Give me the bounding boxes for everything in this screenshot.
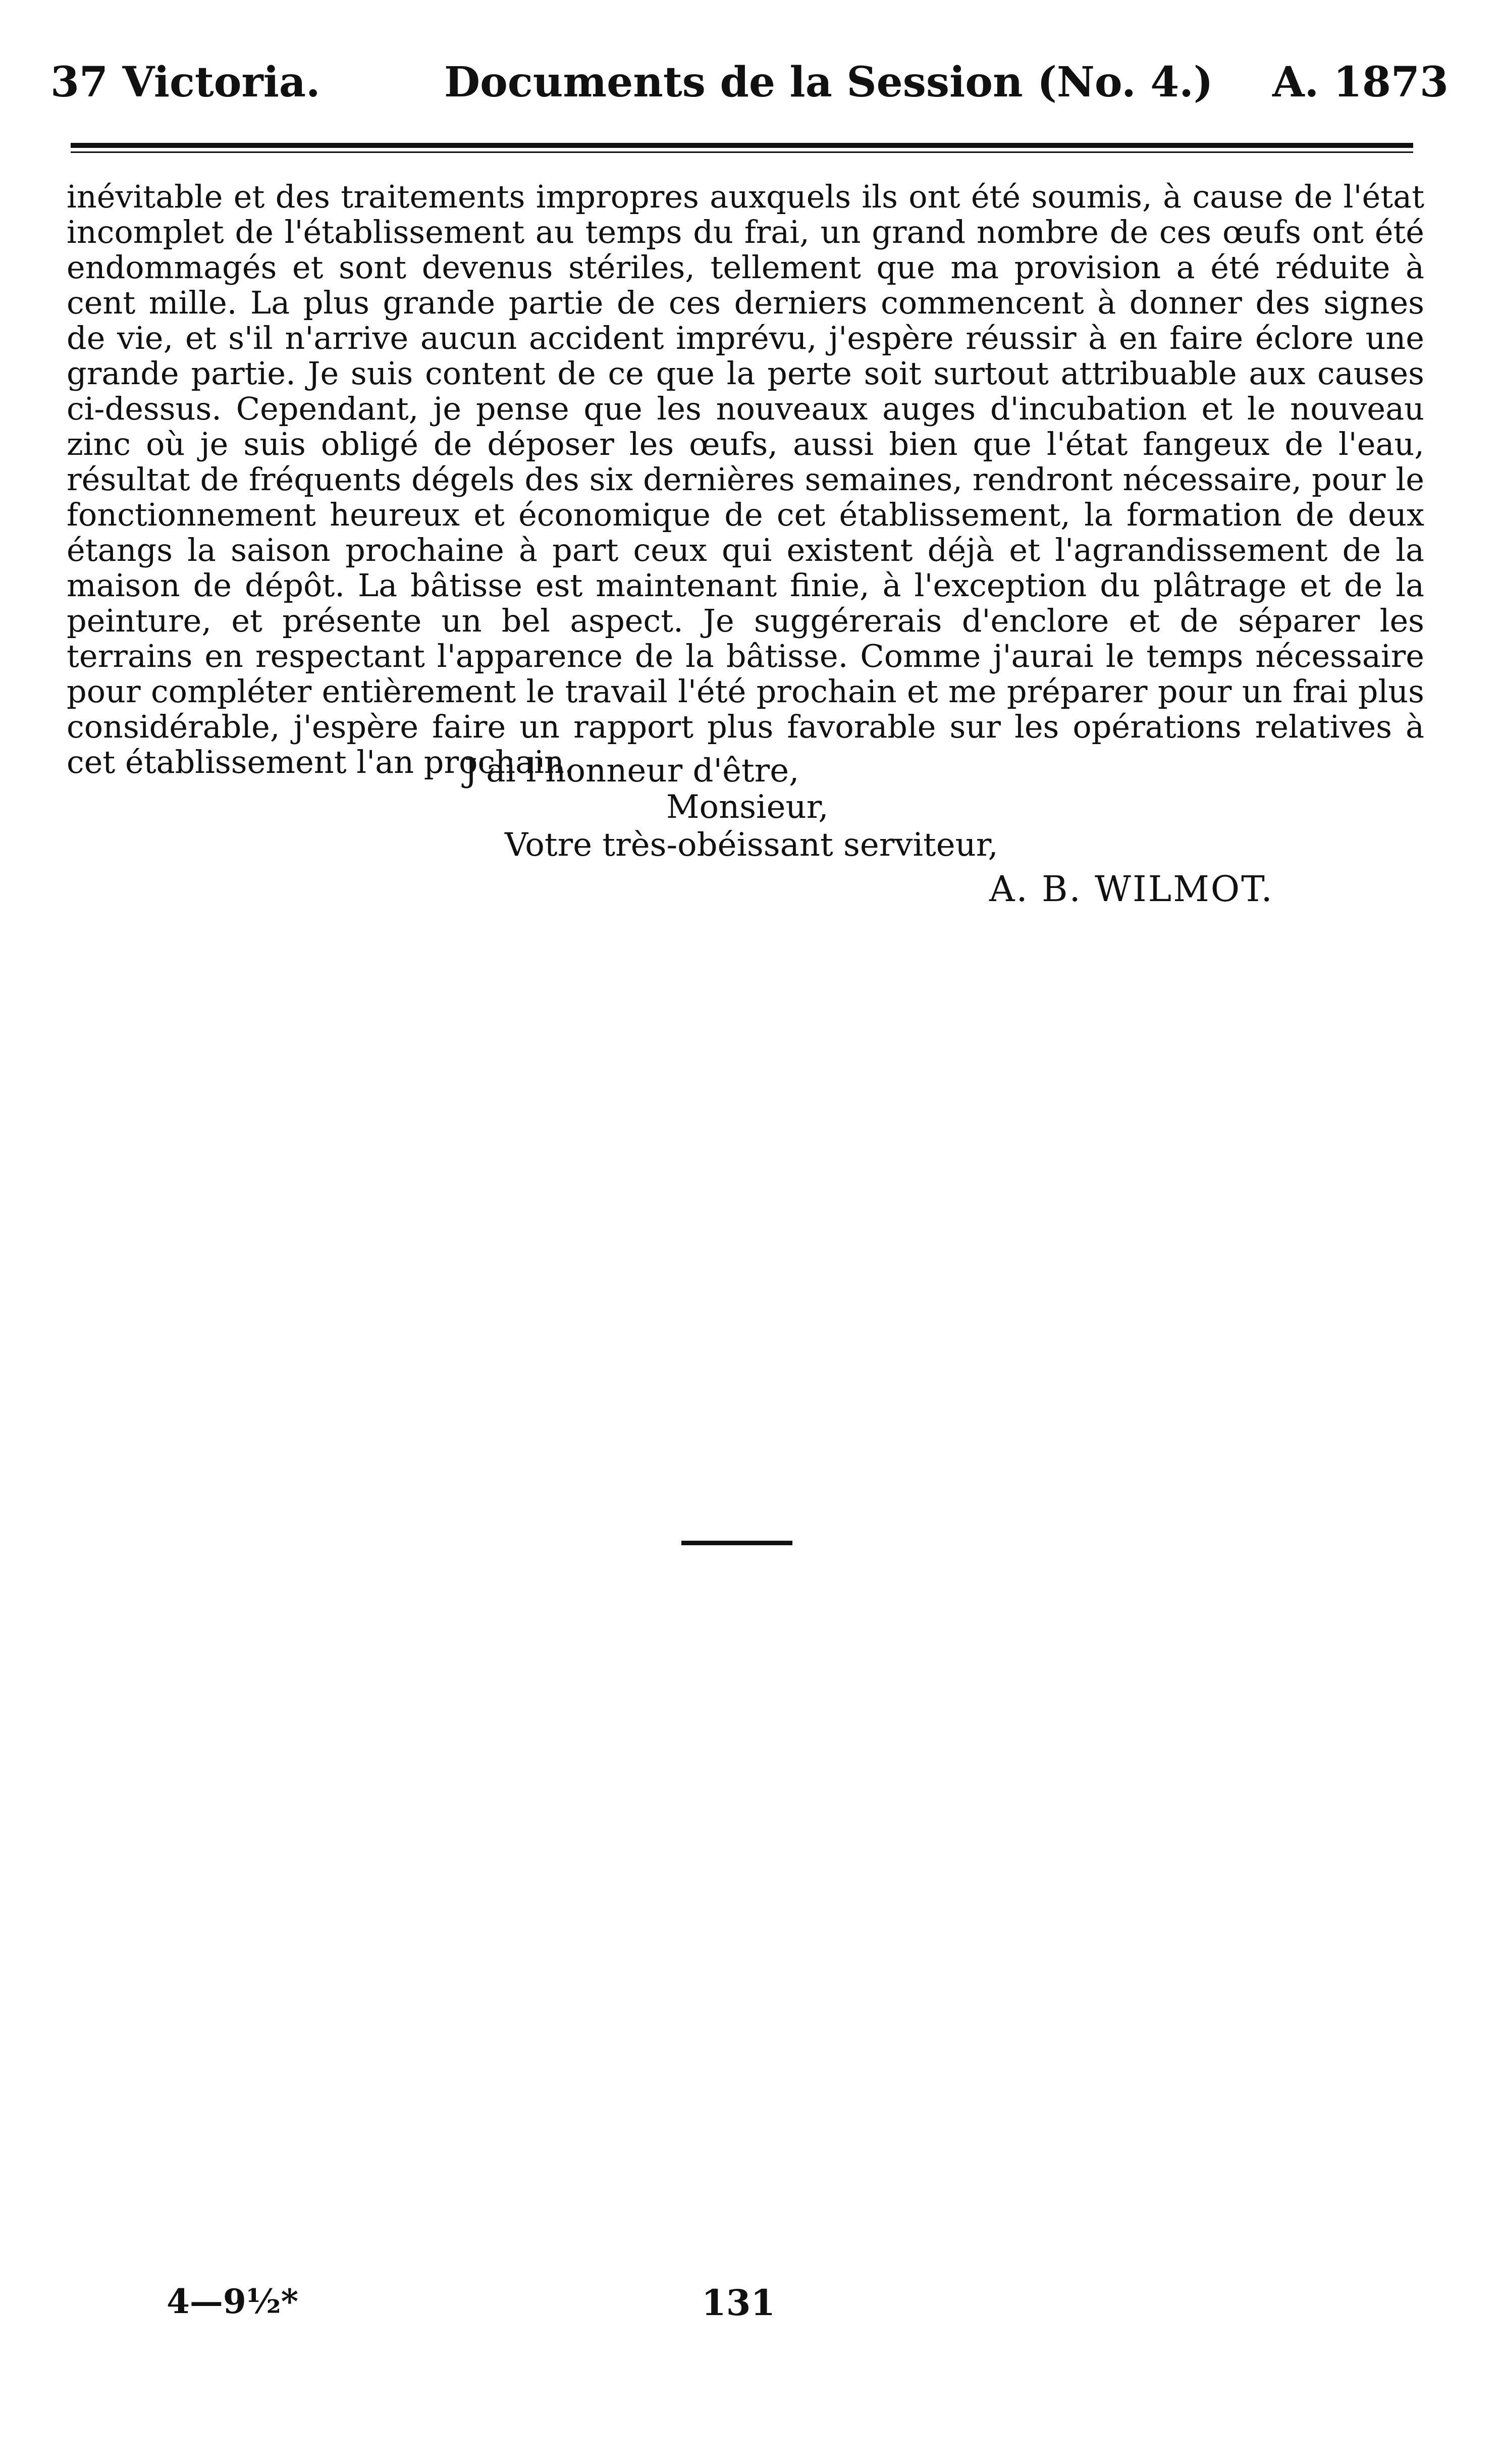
- signature: A. B. WILMOT.: [989, 868, 1274, 910]
- closing-salutation: J'ai l'honneur d'être,: [464, 752, 799, 790]
- closing-addressee: Monsieur,: [666, 789, 829, 826]
- header-session: 37 Victoria.: [50, 58, 320, 107]
- header-rule-thick: [71, 143, 1413, 148]
- page-number: 131: [702, 2282, 776, 2324]
- header-year: A. 1873: [1272, 58, 1449, 107]
- header-rule-thin: [71, 151, 1413, 153]
- header-title: Documents de la Session (No. 4.): [444, 58, 1213, 107]
- body-paragraph: inévitable et des traitements impropres auxquels ils ont été soumis, à cause de l'état incomplet de l'établissement au temps du frai, un grand nombre de ces œufs ont été endommagés et sont devenus stériles, tellement que ma provision a été réduite à cent mille. La plus grande partie de ces derniers commencent à donner des signes de vie, et s'il n'arrive aucun accident imprévu, j'espère réussir à en faire éclore une grande partie. Je suis content de ce que la perte soit surtout attribuable aux causes ci-dessus. Cependant, je pense que les nouveaux auges d'incubation et le nouveau zinc où je suis obligé de déposer les œufs, aussi bien que l'état fangeux de l'eau, résultat de fréquents dégels des six dernières semaines, rendront nécessaire, pour le fonctionnement heureux et économique de cet établissement, la formation de deux étangs la saison prochaine à part ceux qui existent déjà et l'agrandissement de la maison de dépôt. La bâtisse est maintenant finie, à l'exception du plâtrage et de la peinture, et présente un bel aspect. Je suggérerais d'enclore et de séparer les terrains en respectant l'apparence de la bâtisse. Comme j'aurai le temps nécessaire pour compléter entièrement le travail l'été prochain et me préparer pour un frai plus considérable, j'espère faire un rapport plus favorable sur les opérations relatives à cet établissement l'an prochain.: [67, 178, 1424, 780]
- running-header: [50, 43, 1449, 114]
- signature-mark: 4—9½*: [167, 2282, 299, 2321]
- section-divider: [681, 1541, 792, 1545]
- closing-valediction: Votre très-obéissant serviteur,: [505, 826, 998, 864]
